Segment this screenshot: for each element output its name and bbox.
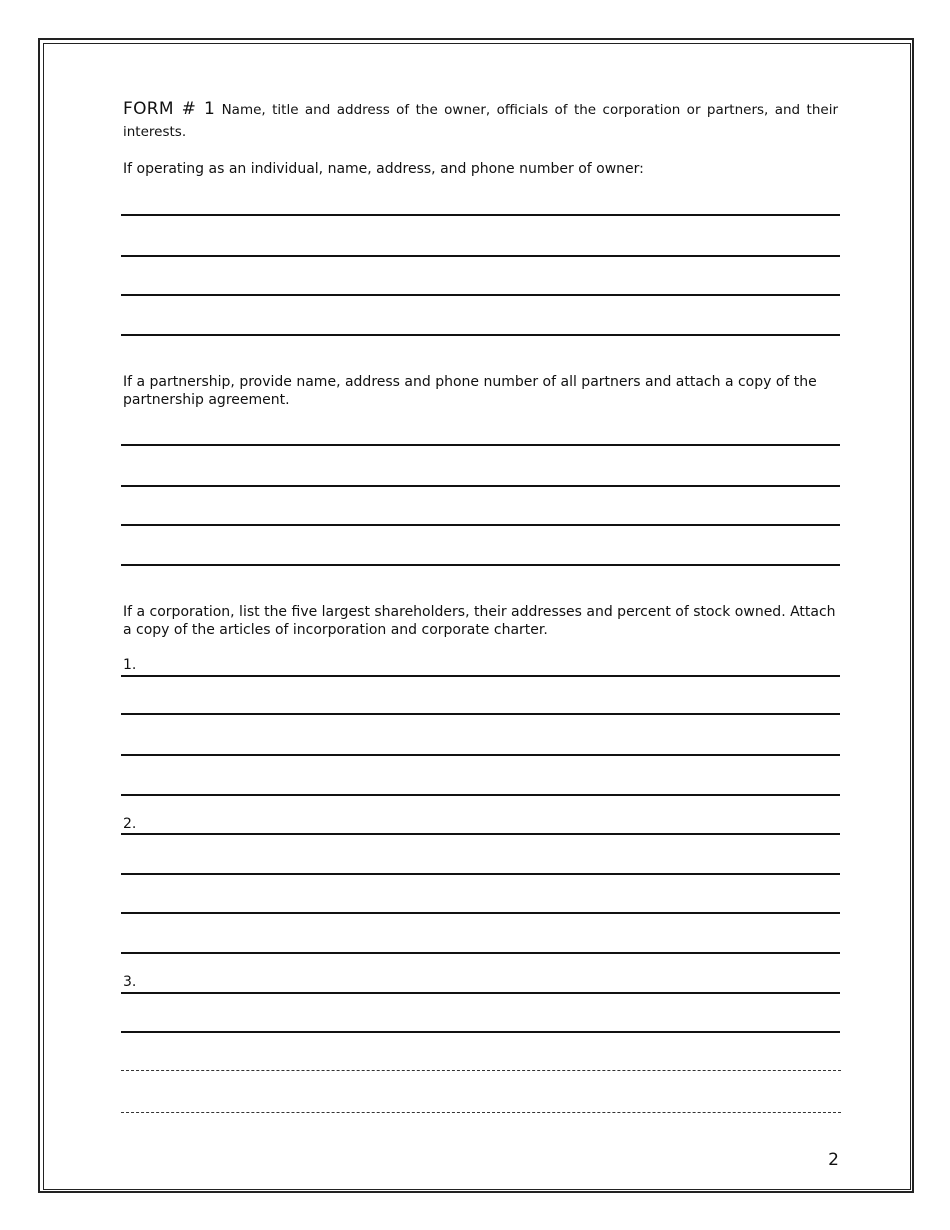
shareholder-number-1: 1. (123, 657, 137, 673)
shareholder-3-dashed-line-1[interactable] (121, 1070, 841, 1071)
shareholder-1-line-4[interactable] (121, 794, 840, 796)
shareholder-1-line-2[interactable] (121, 713, 840, 715)
individual-line-2[interactable] (121, 255, 840, 257)
shareholder-number-2: 2. (123, 816, 137, 832)
shareholder-3-line-1[interactable] (121, 992, 840, 994)
partnership-line-3[interactable] (121, 524, 840, 526)
partnership-line-2[interactable] (121, 485, 840, 487)
individual-prompt: If operating as an individual, name, address, and phone number of owner: (123, 161, 644, 177)
individual-line-1[interactable] (121, 214, 840, 216)
form-title: FORM # 1 (123, 99, 216, 119)
partnership-line-1[interactable] (121, 444, 840, 446)
shareholder-3-dashed-line-2[interactable] (121, 1112, 841, 1113)
individual-line-3[interactable] (121, 294, 840, 296)
shareholder-2-line-3[interactable] (121, 912, 840, 914)
shareholder-2-line-2[interactable] (121, 873, 840, 875)
shareholder-1-line-1[interactable] (121, 675, 840, 677)
corporation-prompt: If a corporation, list the five largest shareholders, their addresses and percent of stock owned. Attach a copy of the articles of incorporation and corporate charter. (123, 604, 836, 638)
form-header (123, 98, 838, 143)
page-number: 2 (828, 1150, 839, 1170)
shareholder-2-line-4[interactable] (121, 952, 840, 954)
partnership-line-4[interactable] (121, 564, 840, 566)
partnership-prompt: If a partnership, provide name, address and phone number of all partners and attach a copy of the partnership agreement. (123, 374, 817, 408)
shareholder-2-line-1[interactable] (121, 833, 840, 835)
shareholder-1-line-3[interactable] (121, 754, 840, 756)
shareholder-3-line-2[interactable] (121, 1031, 840, 1033)
individual-line-4[interactable] (121, 334, 840, 336)
form-title-description: Name, title and address of the owner, officials of the corporation or partners, and their interests. (123, 102, 838, 140)
shareholder-number-3: 3. (123, 974, 137, 990)
